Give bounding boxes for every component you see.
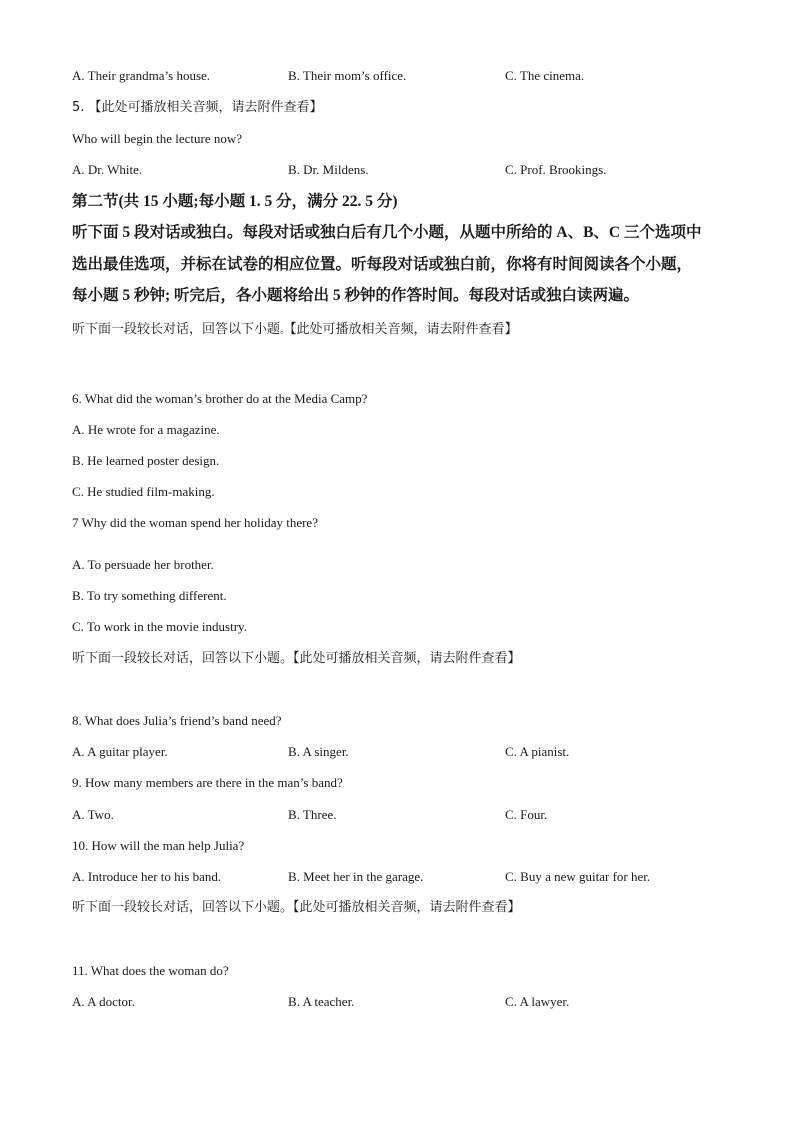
q10-option-c: C. Buy a new guitar for her.	[505, 869, 651, 884]
q7-question: 7 Why did the woman spend her holiday there?	[72, 515, 318, 530]
q5-option-b: B. Dr. Mildens.	[288, 162, 369, 177]
q8-option-c: C. A pianist.	[505, 744, 570, 759]
q9-option-a: A. Two.	[72, 807, 114, 822]
section2-instruction-line-1: 听下面 5 段对话或独白。每段对话或独白后有几个小题，从题中所给的 A、B、C 三个选项中	[72, 224, 702, 241]
q11-option-a: A. A doctor.	[72, 994, 135, 1009]
q11-question: 11. What does the woman do?	[72, 963, 229, 978]
dialogue-audio-note-3: 听下面一段较长对话，回答以下小题。【此处可播放相关音频，请去附件查看】	[72, 900, 521, 915]
q6-option-b: B. He learned poster design.	[72, 453, 220, 468]
q7-option-c: C. To work in the movie industry.	[72, 619, 247, 634]
q10-option-b: B. Meet her in the garage.	[288, 869, 424, 884]
q4-option-c: C. The cinema.	[505, 68, 585, 83]
q4-option-a: A. Their grandma’s house.	[72, 68, 211, 83]
section2-heading: 第二节(共 15 小题;每小题 1. 5 分，满分 22. 5 分)	[72, 193, 398, 210]
section2-instruction-line-3: 每小题 5 秒钟; 听完后，各小题将给出 5 秒钟的作答时间。每段对话或独白读两遍。	[72, 287, 640, 304]
q6-option-a: A. He wrote for a magazine.	[72, 422, 220, 437]
section2-instruction-line-2: 选出最佳选项，并标在试卷的相应位置。听每段对话或独白前，你将有时间阅读各个小题，	[72, 256, 693, 273]
dialogue-audio-note-1: 听下面一段较长对话，回答以下小题。【此处可播放相关音频，请去附件查看】	[72, 322, 518, 337]
q10-option-a: A. Introduce her to his band.	[72, 869, 222, 884]
q7-option-b: B. To try something different.	[72, 588, 227, 603]
audio-note-1-tail: 【此处可播放相关音频，请去附件查看】	[290, 322, 518, 337]
q5-audio-note: 5. 【此处可播放相关音频，请去附件查看】	[72, 100, 323, 115]
q4-option-b: B. Their mom’s office.	[288, 68, 407, 83]
q9-option-b: B. Three.	[288, 807, 337, 822]
q11-option-c: C. A lawyer.	[505, 994, 570, 1009]
q11-option-b: B. A teacher.	[288, 994, 355, 1009]
q8-question: 8. What does Julia’s friend’s band need?	[72, 713, 282, 728]
q6-question: 6. What did the woman’s brother do at the Media Camp?	[72, 391, 368, 406]
q6-option-c: C. He studied film-making.	[72, 484, 215, 499]
audio-note-1-main: 听下面一段较长对话，回答以下小题	[72, 322, 281, 337]
q8-option-b: B. A singer.	[288, 744, 349, 759]
q8-option-a: A. A guitar player.	[72, 744, 168, 759]
q5-option-a: A. Dr. White.	[72, 162, 143, 177]
q5-question: Who will begin the lecture now?	[72, 131, 243, 146]
q9-option-c: C. Four.	[505, 807, 548, 822]
q7-option-a: A. To persuade her brother.	[72, 557, 214, 572]
dialogue-audio-note-2: 听下面一段较长对话，回答以下小题。【此处可播放相关音频，请去附件查看】	[72, 651, 521, 666]
q10-question: 10. How will the man help Julia?	[72, 838, 245, 853]
q5-option-c: C. Prof. Brookings.	[505, 162, 607, 177]
q9-question: 9. How many members are there in the man’s band?	[72, 775, 343, 790]
